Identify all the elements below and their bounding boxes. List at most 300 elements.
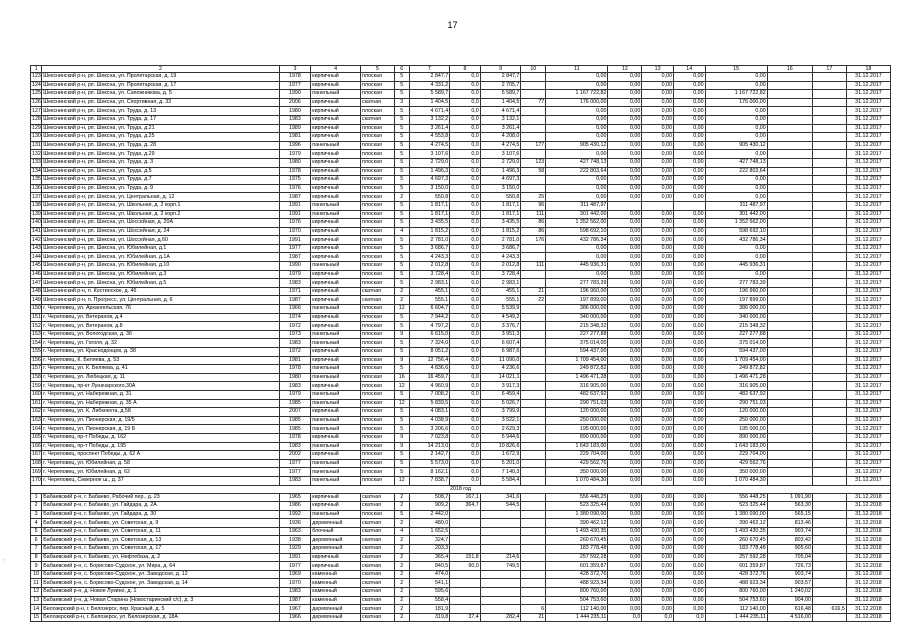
table-cell: кирпичный <box>311 279 361 288</box>
table-cell <box>812 322 846 331</box>
table-cell: 0,00 <box>608 339 642 348</box>
table-cell <box>480 545 521 554</box>
table-cell: 5 <box>394 115 409 124</box>
table-cell: 183 778,48 <box>546 545 608 554</box>
table-cell: панельный <box>311 510 361 519</box>
table-cell: 1979 <box>279 390 311 399</box>
table-cell: 12 <box>31 588 42 597</box>
table-cell: 1991 <box>279 201 311 210</box>
table-cell: 0,00 <box>546 184 608 193</box>
table-cell: 2 <box>394 605 409 614</box>
table-cell: 3 951,3 <box>480 330 521 339</box>
table-cell <box>812 167 846 176</box>
table-cell: плоская <box>360 167 394 176</box>
table-cell: 22 <box>521 296 546 305</box>
table-cell: 15 <box>705 66 767 73</box>
table-cell: 9 <box>480 66 521 73</box>
table-cell: 7 008,2 <box>409 390 450 399</box>
table-cell: 17 <box>812 66 846 73</box>
table-cell: 4 274,5 <box>409 141 450 150</box>
table-cell <box>521 433 546 442</box>
table-cell: 2 <box>394 562 409 571</box>
table-cell: 123 <box>521 158 546 167</box>
table-cell: 31.12.2017 <box>846 184 890 193</box>
housing-table <box>30 65 891 622</box>
table-cell: 0,00 <box>673 433 705 442</box>
table-cell: 0,00 <box>673 348 705 357</box>
table-cell: 14 <box>31 605 42 614</box>
table-cell: 0,00 <box>673 365 705 374</box>
table-cell: плоская <box>360 141 394 150</box>
table-cell: 4 553,8 <box>409 133 450 142</box>
table-cell <box>480 510 521 519</box>
table-cell: кирпичный <box>311 150 361 159</box>
table-cell: 1970 <box>279 579 311 588</box>
table-cell: 1983 <box>279 115 311 124</box>
table-cell: 31.12.2018 <box>846 519 890 528</box>
table-cell: 167 <box>32 451 41 458</box>
table-cell: 0,00 <box>608 493 642 502</box>
table-cell: 31.12.2017 <box>846 322 890 331</box>
table-cell: 0,00 <box>642 227 674 236</box>
table-cell: 6 <box>394 66 409 73</box>
table-cell: 277 783,39 <box>546 279 608 288</box>
table-cell <box>812 253 846 262</box>
table-cell: 0,00 <box>608 115 642 124</box>
table-cell: 1980 <box>279 373 311 382</box>
table-cell: кирпичный <box>311 493 361 502</box>
table-cell: 130 <box>32 133 41 140</box>
table-cell: 31.12.2017 <box>846 451 890 460</box>
table-cell: 7 944,2 <box>409 313 450 322</box>
table-cell: 5 <box>394 236 409 245</box>
table-cell: 149 <box>32 296 41 303</box>
table-cell: плоская <box>360 339 394 348</box>
table-cell <box>480 519 521 528</box>
table-cell: плоская <box>360 81 394 90</box>
table-cell: 0,00 <box>673 390 705 399</box>
table-cell: 1 380 090,00 <box>546 510 608 519</box>
table-cell: 4 516,00 <box>767 613 812 622</box>
table-cell: 0,00 <box>642 133 674 142</box>
table-cell: 16 <box>767 66 812 73</box>
table-cell: скатная <box>360 115 394 124</box>
table-row <box>31 176 891 185</box>
table-cell <box>812 193 846 202</box>
table-cell: 1963 <box>279 527 311 536</box>
table-cell: 0,00 <box>673 339 705 348</box>
table-cell: 0,00 <box>608 253 642 262</box>
table-cell <box>812 219 846 228</box>
table-cell: 0,00 <box>673 176 705 185</box>
table-cell: 31.12.2017 <box>846 416 890 425</box>
table-cell: 1 444 235,11 <box>705 613 767 622</box>
table-cell: 0,00 <box>642 150 674 159</box>
table-cell: 5 <box>394 210 409 219</box>
table-cell: Шекснинский р-н, рп. Шексна, ул. Пролетарская, д. 19 <box>42 73 279 82</box>
table-cell: 0,00 <box>642 81 674 90</box>
table-cell <box>767 425 812 434</box>
table-cell: 0,00 <box>673 296 705 305</box>
table-cell: 0,0 <box>450 382 481 391</box>
table-cell <box>812 502 846 511</box>
table-cell: 0,00 <box>642 176 674 185</box>
table-cell: 229 704,00 <box>546 451 608 460</box>
table-cell: 0,00 <box>642 605 674 614</box>
table-cell: 5 <box>394 167 409 176</box>
table-cell <box>812 270 846 279</box>
table-cell: 445 936,31 <box>705 262 767 271</box>
table-cell: 154 <box>32 339 41 346</box>
table-cell: панельный <box>311 442 361 451</box>
table-row <box>31 133 891 142</box>
table-cell: 428 372,76 <box>546 570 608 579</box>
table-cell: 1978 <box>279 365 311 374</box>
table-cell: 556 448,25 <box>705 493 767 502</box>
table-cell: 375 014,00 <box>546 339 608 348</box>
table-cell: 1966 <box>279 613 311 622</box>
table-cell: 18 <box>846 66 890 73</box>
table-cell <box>767 356 812 365</box>
table-cell: 5 <box>31 527 42 536</box>
table-row <box>31 382 891 391</box>
table-cell: 197 899,00 <box>546 296 608 305</box>
table-cell: 0,00 <box>642 425 674 434</box>
table-cell <box>812 184 846 193</box>
table-cell <box>480 579 521 588</box>
table-cell: 0,00 <box>642 373 674 382</box>
table-cell: 563,30 <box>767 502 812 511</box>
table-row <box>31 416 891 425</box>
table-cell: 0,00 <box>673 553 705 562</box>
table-cell: 4 <box>394 527 409 536</box>
table-cell <box>521 536 546 545</box>
table-cell: 3 261,4 <box>409 124 450 133</box>
table-cell: кирпичный <box>311 158 361 167</box>
table-cell: кирпичный <box>311 287 361 296</box>
table-cell: 0,00 <box>642 408 674 417</box>
table-cell <box>450 536 481 545</box>
table-cell: 0,0 <box>450 227 481 236</box>
table-cell: Шекснинский р-н, рп. Шексна, ул. Труда, д. 17 <box>42 115 279 124</box>
table-cell: 3 917,3 <box>480 382 521 391</box>
table-cell: 1 240,02 <box>767 588 812 597</box>
table-row <box>31 605 891 614</box>
table-row <box>31 519 891 528</box>
table-cell: 5 <box>394 408 409 417</box>
table-cell <box>521 330 546 339</box>
table-cell <box>450 579 481 588</box>
table-cell <box>521 451 546 460</box>
table-cell: 0,00 <box>546 193 608 202</box>
table-cell: 4 243,3 <box>480 253 521 262</box>
table-cell <box>812 468 846 477</box>
table-cell: 0,00 <box>673 305 705 314</box>
table-cell: 558,4 <box>409 596 450 605</box>
table-cell: 5 839,5 <box>409 399 450 408</box>
table-cell <box>767 124 812 133</box>
table-row <box>31 279 891 288</box>
table-cell: 12 <box>394 399 409 408</box>
table-cell: 0,0 <box>450 433 481 442</box>
table-cell <box>521 322 546 331</box>
table-cell: 1990 <box>279 262 311 271</box>
table-cell: Бабаевский р-н, г. Бабаево, Рабочий пер., д. 23 <box>42 493 279 502</box>
table-cell: 0,00 <box>642 442 674 451</box>
table-cell: кирпичный <box>311 382 361 391</box>
table-cell: 227 277,88 <box>546 330 608 339</box>
table-row <box>31 98 891 107</box>
table-cell: 2 142,7 <box>409 451 450 460</box>
table-cell: 0,00 <box>608 236 642 245</box>
table-cell: 1991 <box>279 236 311 245</box>
table-cell: 0,00 <box>642 322 674 331</box>
table-cell: 5 <box>394 107 409 116</box>
table-cell: г. Череповец, ул. Юбилейная, д. 62 <box>42 468 279 477</box>
table-cell: 0,00 <box>608 219 642 228</box>
table-cell: 0,0 <box>450 339 481 348</box>
table-cell <box>767 390 812 399</box>
table-cell: 1976 <box>279 219 311 228</box>
table-cell <box>450 588 481 597</box>
table-cell: 0,00 <box>673 227 705 236</box>
table-cell: 290 751,03 <box>705 399 767 408</box>
table-cell: плоская <box>360 416 394 425</box>
table-cell: 0,00 <box>673 562 705 571</box>
table-row <box>31 588 891 597</box>
table-cell: 3 132,1 <box>480 115 521 124</box>
table-cell: 1 815,2 <box>480 227 521 236</box>
table-cell <box>767 451 812 460</box>
table-cell: 1992 <box>279 510 311 519</box>
table-cell: 1 496 471,28 <box>546 373 608 382</box>
table-cell: панельный <box>311 476 361 485</box>
table-cell: 31.12.2017 <box>846 150 890 159</box>
table-cell: 196 960,00 <box>546 287 608 296</box>
table-cell: 0,00 <box>608 468 642 477</box>
table-cell: 5 <box>394 176 409 185</box>
table-cell: 5 539,9 <box>480 305 521 314</box>
table-cell: 594 437,00 <box>705 348 767 357</box>
table-cell: скатная <box>360 613 394 622</box>
table-cell: 890 000,00 <box>546 433 608 442</box>
table-cell: 31.12.2017 <box>846 133 890 142</box>
table-cell: 138 <box>32 202 41 209</box>
table-cell: 0,00 <box>705 184 767 193</box>
table-cell <box>767 459 812 468</box>
table-cell: плоская <box>360 476 394 485</box>
table-cell: кирпичный <box>311 433 361 442</box>
table-cell: 31.12.2018 <box>846 527 890 536</box>
table-cell: 5 <box>360 66 394 73</box>
table-cell: 0,00 <box>673 330 705 339</box>
table-cell: 504 753,60 <box>546 596 608 605</box>
table-cell: 0,0 <box>450 330 481 339</box>
table-cell: 432 786,34 <box>546 236 608 245</box>
table-cell: 195 000,00 <box>705 425 767 434</box>
table-cell: 222 803,64 <box>705 167 767 176</box>
table-cell <box>521 502 546 511</box>
table-cell <box>812 510 846 519</box>
table-cell: 0,00 <box>642 390 674 399</box>
table-cell: кирпичный <box>311 348 361 357</box>
table-cell <box>767 442 812 451</box>
table-cell: 0,0 <box>450 476 481 485</box>
table-cell: 5 <box>394 253 409 262</box>
table-cell: 1974 <box>279 313 311 322</box>
table-cell: 2 983,1 <box>480 279 521 288</box>
table-cell <box>521 176 546 185</box>
table-cell: 31.12.2017 <box>846 81 890 90</box>
table-cell <box>812 459 846 468</box>
table-cell: 2 705,7 <box>480 81 521 90</box>
table-cell: 0,00 <box>642 270 674 279</box>
table-cell: 6 <box>521 605 546 614</box>
table-cell: плоская <box>360 356 394 365</box>
table-cell <box>767 236 812 245</box>
table-cell <box>521 244 546 253</box>
table-cell: 0,00 <box>642 158 674 167</box>
table-cell: 166 <box>32 442 41 449</box>
table-row <box>31 210 891 219</box>
table-cell: 0,00 <box>608 408 642 417</box>
table-cell: 9 <box>394 330 409 339</box>
table-cell: 4 331,2 <box>409 81 450 90</box>
table-cell: скатная <box>360 296 394 305</box>
table-cell: плоская <box>360 270 394 279</box>
table-cell: 0,0 <box>450 348 481 357</box>
table-cell: панельный <box>311 365 361 374</box>
table-cell: 0,00 <box>546 150 608 159</box>
table-cell: 196 960,00 <box>705 287 767 296</box>
table-cell: 0,00 <box>673 519 705 528</box>
table-cell: плоская <box>360 382 394 391</box>
table-cell: скатная <box>360 519 394 528</box>
table-cell: 350 000,00 <box>705 468 767 477</box>
table-cell: 0,00 <box>642 279 674 288</box>
table-cell: 2 012,8 <box>409 262 450 271</box>
table-cell <box>521 107 546 116</box>
table-cell: Шекснинский р-н, рп. Шексна, ул. Труда, д. 13 <box>42 107 279 116</box>
table-cell <box>450 570 481 579</box>
page-number: 17 <box>447 20 458 30</box>
table-cell: 0,00 <box>673 262 705 271</box>
table-cell <box>812 596 846 605</box>
table-cell: плоская <box>360 124 394 133</box>
table-cell: 482 637,92 <box>705 390 767 399</box>
table-cell: 2 <box>394 553 409 562</box>
table-cell: 0,00 <box>673 124 705 133</box>
table-cell: 3 261,4 <box>480 124 521 133</box>
table-cell: 111 <box>521 210 546 219</box>
table-cell <box>812 476 846 485</box>
table-cell: 1985 <box>279 416 311 425</box>
table-cell: Шекснинский р-н, рп. Шексна, ул. Шоссейная, д. 20А <box>42 219 279 228</box>
table-cell: 5 <box>394 416 409 425</box>
table-cell: 324,7 <box>409 536 450 545</box>
table-cell: 31.12.2017 <box>846 296 890 305</box>
table-cell <box>812 210 846 219</box>
table-cell: 429 562,76 <box>705 459 767 468</box>
table-cell: Бабаевский р-н, г. Бабаево, ул. Гайдара, д. 2А <box>42 502 279 511</box>
table-cell <box>812 339 846 348</box>
table-cell: плоская <box>360 253 394 262</box>
table-cell: Шекснинский р-н, рп. Шексна, ул. Спортивная, д. 33 <box>42 98 279 107</box>
table-cell: Шекснинский р-н, рп. Шексна, ул. Труда, д.25 <box>42 133 279 142</box>
table-cell: 565,15 <box>767 510 812 519</box>
table-cell <box>812 451 846 460</box>
table-cell: 7 140,3 <box>480 468 521 477</box>
table-cell: Шекснинский р-н, рп. Шексна, ул. Труда, д.29 <box>42 150 279 159</box>
table-cell: плоская <box>360 305 394 314</box>
table-cell: 0,00 <box>608 330 642 339</box>
table-cell: плоская <box>360 468 394 477</box>
table-cell <box>812 579 846 588</box>
table-cell: кирпичный <box>311 167 361 176</box>
table-cell: 1977 <box>279 562 311 571</box>
table-cell: 0,00 <box>608 296 642 305</box>
table-cell: 0,00 <box>673 416 705 425</box>
table-cell: 0,00 <box>673 244 705 253</box>
table-cell: 1976 <box>279 184 311 193</box>
table-cell: 813,46 <box>767 519 812 528</box>
table-cell: Белозерский р-н, г. Белозерск, ул. Белозерская, д. 18А <box>42 613 279 622</box>
table-cell <box>521 588 546 597</box>
table-cell <box>767 279 812 288</box>
table-cell <box>767 476 812 485</box>
table-cell <box>812 348 846 357</box>
table-cell: 0,00 <box>642 296 674 305</box>
table-cell <box>521 382 546 391</box>
table-cell <box>521 476 546 485</box>
table-cell: 7 324,0 <box>409 339 450 348</box>
table-cell: плоская <box>360 433 394 442</box>
table-cell: 0,00 <box>642 98 674 107</box>
table-cell: 0,00 <box>642 459 674 468</box>
table-cell: 6 607,4 <box>480 339 521 348</box>
table-cell: плоская <box>360 390 394 399</box>
table-cell: 341,6 <box>480 493 521 502</box>
table-cell: 311 487,97 <box>546 201 608 210</box>
table-cell: 1 493 430,35 <box>705 527 767 536</box>
table-cell: 1 643 183,00 <box>705 442 767 451</box>
table-cell: 5 <box>394 244 409 253</box>
table-cell: Шекснинский р-н, рп. Шексна, ул. Центральная, д. 12 <box>42 193 279 202</box>
table-cell: 14 <box>673 66 705 73</box>
table-cell: кирпичный <box>311 296 361 305</box>
table-cell: 31.12.2017 <box>846 253 890 262</box>
table-cell: 0,00 <box>673 588 705 597</box>
table-cell: кирпичный <box>311 244 361 253</box>
table-cell: плоская <box>360 107 394 116</box>
table-cell: 0,00 <box>608 605 642 614</box>
table-cell: 4 <box>394 227 409 236</box>
table-cell: 905 430,12 <box>546 141 608 150</box>
table-cell: 160 <box>32 391 41 398</box>
table-cell: 151 <box>32 313 41 320</box>
table-row <box>31 193 891 202</box>
table-cell <box>812 279 846 288</box>
table-cell: 5 <box>394 124 409 133</box>
table-cell: 5 026,7 <box>480 399 521 408</box>
table-cell: 482 637,92 <box>546 390 608 399</box>
table-cell: 5 584,4 <box>480 476 521 485</box>
table-cell <box>767 115 812 124</box>
table-cell: 903,57 <box>767 579 812 588</box>
table-cell: 5 <box>394 219 409 228</box>
table-row <box>31 390 891 399</box>
table-row <box>31 90 891 99</box>
